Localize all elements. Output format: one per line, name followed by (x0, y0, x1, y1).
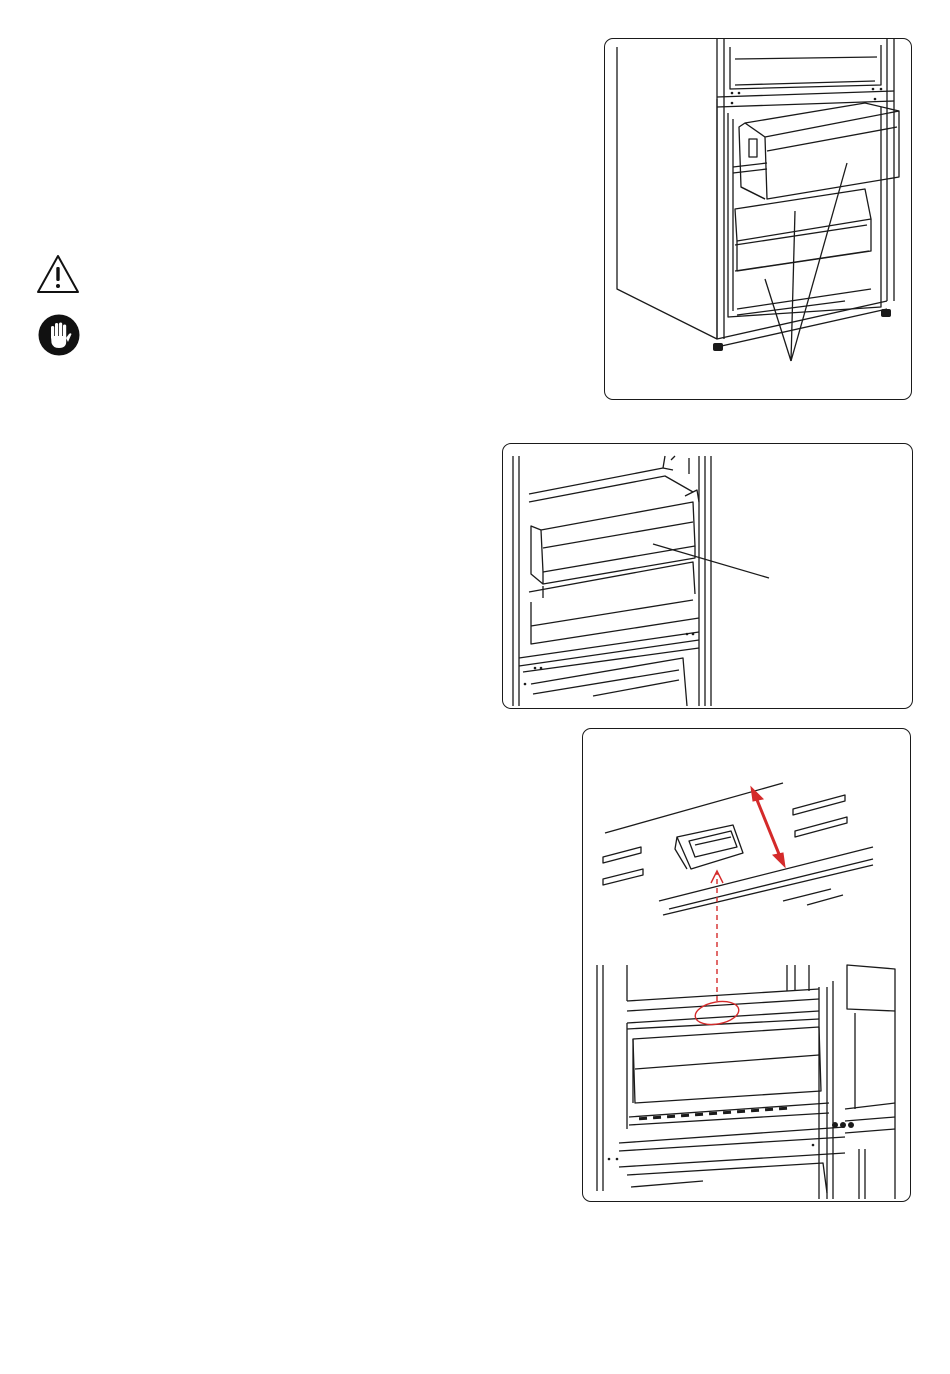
warning-triangle-icon (36, 254, 80, 294)
slider-adjustment-figure (582, 728, 911, 1202)
appliance-illustration (583, 729, 911, 1202)
drawer-closeup-figure (502, 443, 913, 709)
appliance-illustration (605, 39, 912, 400)
appliance-illustration (503, 444, 913, 709)
hand-stop-icon (38, 314, 80, 356)
freezer-drawers-figure (604, 38, 912, 400)
